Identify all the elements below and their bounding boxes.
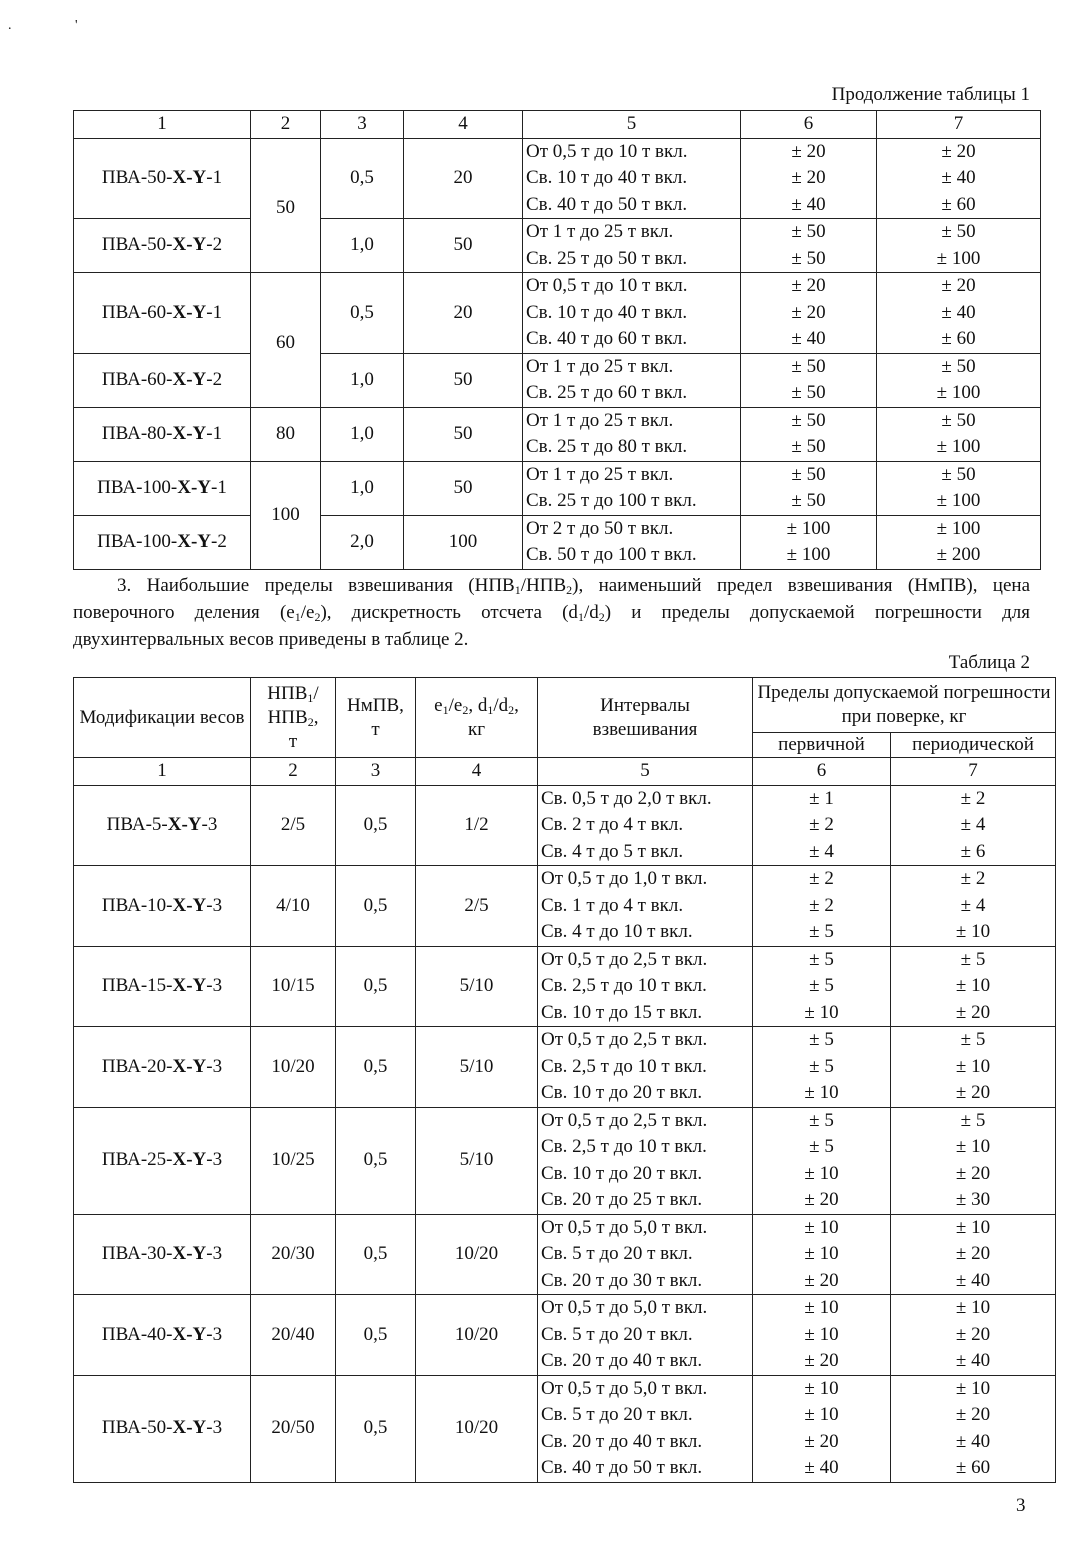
table-row: [74, 273, 1041, 354]
periodic-cell: ± 50 ± 100: [877, 461, 1041, 515]
intervals-cell: От 0,5 т до 5,0 т вкл. Св. 5 т до 20 т вкл. Св. 20 т до 40 т вкл.: [538, 1295, 753, 1376]
stray-mark: ': [75, 18, 78, 33]
table2-number-row: [74, 758, 1056, 786]
intervals-cell: От 2 т до 50 т вкл. Св. 50 т до 100 т вкл.: [523, 515, 741, 569]
min-load-cell: 1,0: [321, 461, 404, 515]
header-models: Модификации весов: [74, 678, 251, 758]
table-row: [74, 1027, 1056, 1108]
table1-header-row: [74, 111, 1041, 139]
primary-cell: ± 1 ± 2 ± 4: [753, 785, 891, 866]
division-cell: 2/5: [416, 866, 538, 947]
header-min-load: НмПВ, т: [336, 678, 416, 758]
header-cell: 6: [753, 758, 891, 786]
header-cell: 7: [891, 758, 1056, 786]
table-row: [74, 407, 1041, 461]
intervals-cell: От 0,5 т до 1,0 т вкл. Св. 1 т до 4 т вкл. Св. 4 т до 10 т вкл.: [538, 866, 753, 947]
intervals-cell: От 0,5 т до 2,5 т вкл. Св. 2,5 т до 10 т вкл. Св. 10 т до 20 т вкл. Св. 20 т до 25 т вкл.: [538, 1107, 753, 1214]
max-load-cell: 20/40: [251, 1295, 336, 1376]
header-periodic: периодической: [891, 733, 1056, 758]
division-cell: 50: [404, 407, 523, 461]
intervals-cell: От 1 т до 25 т вкл. Св. 25 т до 50 т вкл.: [523, 219, 741, 273]
header-cell: 3: [336, 758, 416, 786]
primary-cell: ± 5 ± 5 ± 10: [753, 946, 891, 1027]
max-load-cell: 80: [251, 407, 321, 461]
division-cell: 50: [404, 353, 523, 407]
periodic-cell: ± 20 ± 40 ± 60: [877, 138, 1041, 219]
table2: [73, 677, 1056, 1483]
header-cell: 7: [877, 111, 1041, 139]
max-load-cell: 100: [251, 461, 321, 569]
division-cell: 5/10: [416, 1107, 538, 1214]
max-load-cell: 4/10: [251, 866, 336, 947]
intervals-cell: От 0,5 т до 2,5 т вкл. Св. 2,5 т до 10 т вкл. Св. 10 т до 20 т вкл.: [538, 1027, 753, 1108]
primary-cell: ± 10 ± 10 ± 20: [753, 1214, 891, 1295]
max-load-cell: 2/5: [251, 785, 336, 866]
model-cell: ПВА-60-X-Y-2: [74, 353, 251, 407]
periodic-cell: ± 2 ± 4 ± 10: [891, 866, 1056, 947]
table-row: [74, 515, 1041, 569]
model-cell: ПВА-50-X-Y-1: [74, 138, 251, 219]
division-cell: 50: [404, 461, 523, 515]
division-cell: 1/2: [416, 785, 538, 866]
header-cell: 4: [416, 758, 538, 786]
division-cell: 10/20: [416, 1375, 538, 1482]
primary-cell: ± 100 ± 100: [741, 515, 877, 569]
header-cell: 5: [538, 758, 753, 786]
intervals-cell: От 0,5 т до 2,5 т вкл. Св. 2,5 т до 10 т вкл. Св. 10 т до 15 т вкл.: [538, 946, 753, 1027]
periodic-cell: ± 50 ± 100: [877, 353, 1041, 407]
table-row: [74, 219, 1041, 273]
min-load-cell: 1,0: [321, 353, 404, 407]
min-load-cell: 0,5: [336, 1214, 416, 1295]
primary-cell: ± 50 ± 50: [741, 219, 877, 273]
min-load-cell: 1,0: [321, 407, 404, 461]
header-cell: 4: [404, 111, 523, 139]
header-cell: 1: [74, 758, 251, 786]
primary-cell: ± 20 ± 20 ± 40: [741, 138, 877, 219]
model-cell: ПВА-10-X-Y-3: [74, 866, 251, 947]
primary-cell: ± 5 ± 5 ± 10: [753, 1027, 891, 1108]
min-load-cell: 2,0: [321, 515, 404, 569]
model-cell: ПВА-15-X-Y-3: [74, 946, 251, 1027]
page-number: 3: [1016, 1495, 1026, 1516]
model-cell: ПВА-40-X-Y-3: [74, 1295, 251, 1376]
stray-mark: .: [8, 18, 12, 33]
periodic-cell: ± 20 ± 40 ± 60: [877, 273, 1041, 354]
model-cell: ПВА-60-X-Y-1: [74, 273, 251, 354]
primary-cell: ± 50 ± 50: [741, 407, 877, 461]
max-load-cell: 50: [251, 138, 321, 273]
min-load-cell: 0,5: [321, 273, 404, 354]
table-row: [74, 1107, 1056, 1214]
intervals-cell: Св. 0,5 т до 2,0 т вкл. Св. 2 т до 4 т вкл. Св. 4 т до 5 т вкл.: [538, 785, 753, 866]
primary-cell: ± 5 ± 5 ± 10 ± 20: [753, 1107, 891, 1214]
model-cell: ПВА-5-X-Y-3: [74, 785, 251, 866]
intervals-cell: От 1 т до 25 т вкл. Св. 25 т до 100 т вкл.: [523, 461, 741, 515]
section-3-paragraph: 3. Наибольшие пределы взвешивания $(НПВ_1/НПВ_2)$, наименьший предел взвешивания (НмПВ), цена поверочного деления $(e_1/e_2)$, дискретность отсчета $(d_1/d_2)$ и пределы допускаемой погрешности для двухинтервальных весов приведены в таблице 2.: [73, 575, 1030, 650]
model-cell: ПВА-80-X-Y-1: [74, 407, 251, 461]
table-row: [74, 1295, 1056, 1376]
table2-caption: Таблица 2: [948, 652, 1030, 673]
min-load-cell: 0,5: [336, 1295, 416, 1376]
model-cell: ПВА-50-X-Y-2: [74, 219, 251, 273]
min-load-cell: 0,5: [336, 866, 416, 947]
intervals-cell: От 0,5 т до 10 т вкл. Св. 10 т до 40 т вкл. Св. 40 т до 50 т вкл.: [523, 138, 741, 219]
header-intervals: Интервалы взвешивания: [538, 678, 753, 758]
division-cell: 50: [404, 219, 523, 273]
primary-cell: ± 10 ± 10 ± 20: [753, 1295, 891, 1376]
header-division: $e_1/e_2$, $d_1/d_2$, кг: [416, 678, 538, 758]
table2-header-row: [74, 678, 1056, 733]
max-load-cell: 20/50: [251, 1375, 336, 1482]
periodic-cell: ± 10 ± 20 ± 40: [891, 1214, 1056, 1295]
table-row: [74, 353, 1041, 407]
periodic-cell: ± 10 ± 20 ± 40 ± 60: [891, 1375, 1056, 1482]
model-cell: ПВА-25-X-Y-3: [74, 1107, 251, 1214]
min-load-cell: 0,5: [336, 946, 416, 1027]
header-error-limits: Пределы допускаемой погрешности при поверке, кг: [753, 678, 1056, 733]
model-cell: ПВА-100-X-Y-1: [74, 461, 251, 515]
table1: [73, 110, 1041, 570]
periodic-cell: ± 2 ± 4 ± 6: [891, 785, 1056, 866]
header-max-load: $НПВ_1/$ $НПВ_2$, т: [251, 678, 336, 758]
intervals-cell: От 0,5 т до 10 т вкл. Св. 10 т до 40 т вкл. Св. 40 т до 60 т вкл.: [523, 273, 741, 354]
primary-cell: ± 20 ± 20 ± 40: [741, 273, 877, 354]
periodic-cell: ± 10 ± 20 ± 40: [891, 1295, 1056, 1376]
model-cell: ПВА-50-X-Y-3: [74, 1375, 251, 1482]
max-load-cell: 60: [251, 273, 321, 408]
division-cell: 100: [404, 515, 523, 569]
table-row: [74, 946, 1056, 1027]
model-cell: ПВА-100-X-Y-2: [74, 515, 251, 569]
primary-cell: ± 10 ± 10 ± 20 ± 40: [753, 1375, 891, 1482]
primary-cell: ± 50 ± 50: [741, 461, 877, 515]
max-load-cell: 20/30: [251, 1214, 336, 1295]
max-load-cell: 10/25: [251, 1107, 336, 1214]
header-cell: 1: [74, 111, 251, 139]
max-load-cell: 10/20: [251, 1027, 336, 1108]
header-cell: 2: [251, 758, 336, 786]
periodic-cell: ± 50 ± 100: [877, 219, 1041, 273]
model-cell: ПВА-20-X-Y-3: [74, 1027, 251, 1108]
header-primary: первичной: [753, 733, 891, 758]
header-cell: 6: [741, 111, 877, 139]
table-row: [74, 461, 1041, 515]
periodic-cell: ± 100 ± 200: [877, 515, 1041, 569]
max-load-cell: 10/15: [251, 946, 336, 1027]
periodic-cell: ± 50 ± 100: [877, 407, 1041, 461]
min-load-cell: 0,5: [336, 1027, 416, 1108]
table-row: [74, 1375, 1056, 1482]
header-cell: 3: [321, 111, 404, 139]
division-cell: 20: [404, 273, 523, 354]
min-load-cell: 0,5: [336, 1375, 416, 1482]
periodic-cell: ± 5 ± 10 ± 20: [891, 946, 1056, 1027]
division-cell: 20: [404, 138, 523, 219]
intervals-cell: От 1 т до 25 т вкл. Св. 25 т до 80 т вкл.: [523, 407, 741, 461]
division-cell: 5/10: [416, 946, 538, 1027]
primary-cell: ± 50 ± 50: [741, 353, 877, 407]
header-cell: 5: [523, 111, 741, 139]
intervals-cell: От 0,5 т до 5,0 т вкл. Св. 5 т до 20 т вкл. Св. 20 т до 40 т вкл. Св. 40 т до 50 т вкл.: [538, 1375, 753, 1482]
intervals-cell: От 1 т до 25 т вкл. Св. 25 т до 60 т вкл.: [523, 353, 741, 407]
min-load-cell: 0,5: [336, 1107, 416, 1214]
primary-cell: ± 2 ± 2 ± 5: [753, 866, 891, 947]
table-row: [74, 1214, 1056, 1295]
header-cell: 2: [251, 111, 321, 139]
table-row: [74, 866, 1056, 947]
model-cell: ПВА-30-X-Y-3: [74, 1214, 251, 1295]
intervals-cell: От 0,5 т до 5,0 т вкл. Св. 5 т до 20 т вкл. Св. 20 т до 30 т вкл.: [538, 1214, 753, 1295]
periodic-cell: ± 5 ± 10 ± 20 ± 30: [891, 1107, 1056, 1214]
min-load-cell: 0,5: [321, 138, 404, 219]
table1-caption: Продолжение таблицы 1: [831, 84, 1030, 105]
table-row: [74, 785, 1056, 866]
table-row: [74, 138, 1041, 219]
min-load-cell: 0,5: [336, 785, 416, 866]
periodic-cell: ± 5 ± 10 ± 20: [891, 1027, 1056, 1108]
min-load-cell: 1,0: [321, 219, 404, 273]
division-cell: 5/10: [416, 1027, 538, 1108]
division-cell: 10/20: [416, 1214, 538, 1295]
division-cell: 10/20: [416, 1295, 538, 1376]
